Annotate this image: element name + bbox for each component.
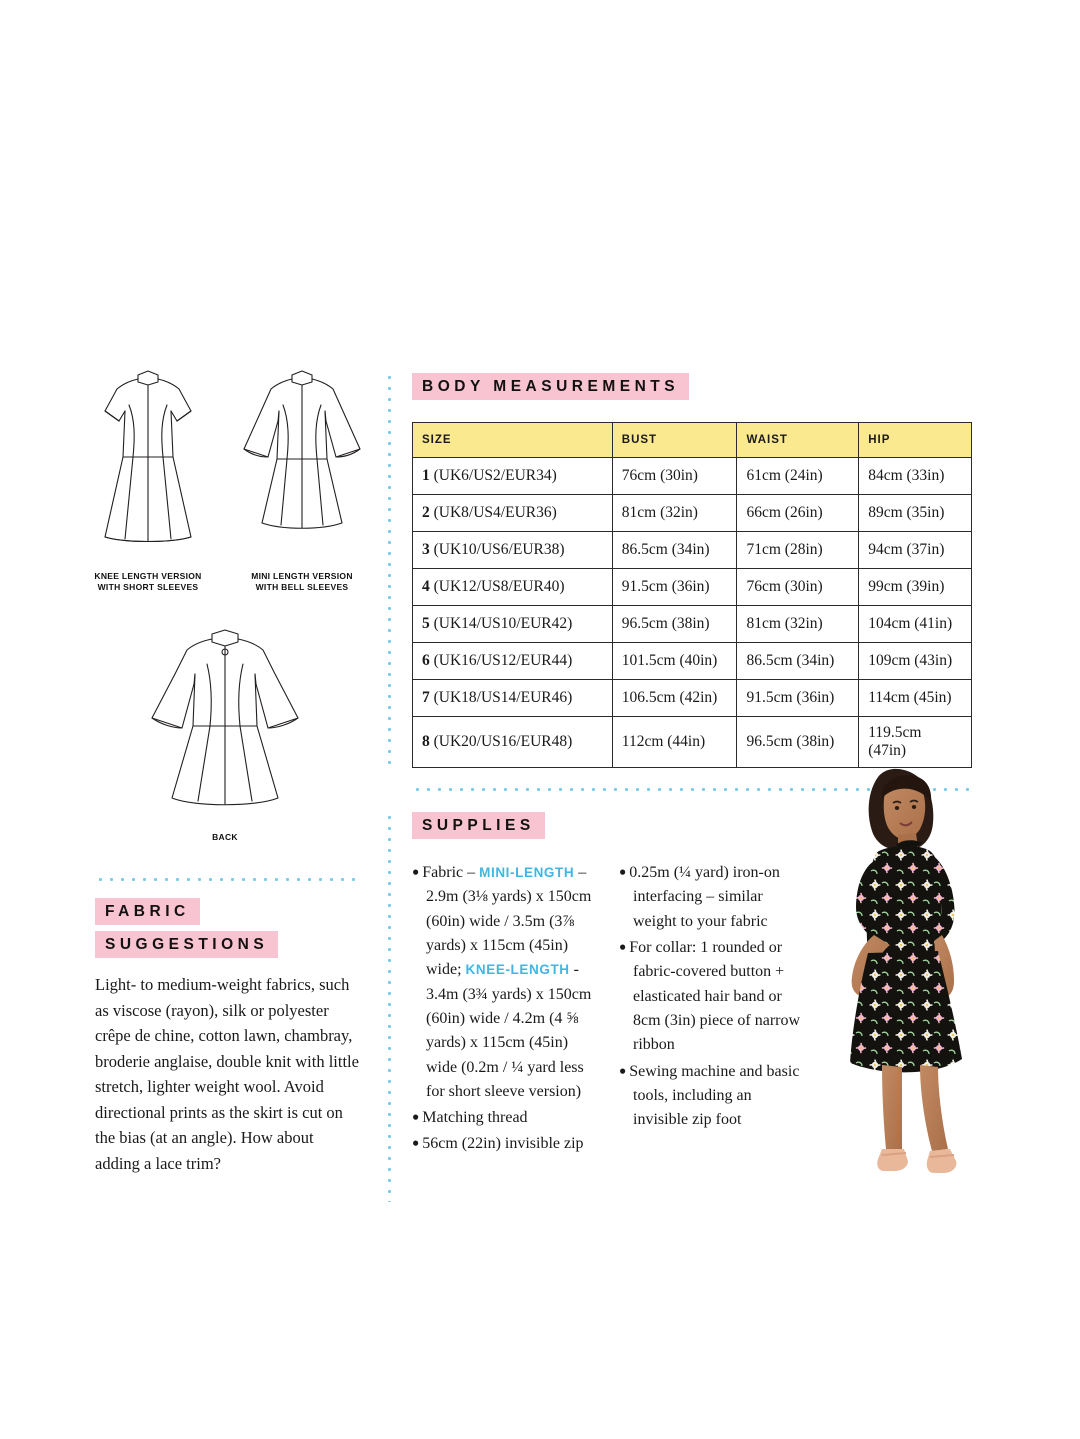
cell-waist: 86.5cm (34in) bbox=[737, 643, 859, 680]
body-measurements-section bbox=[412, 373, 972, 768]
divider-vertical-bottom bbox=[388, 812, 391, 1202]
flat-back-caption: BACK bbox=[212, 832, 238, 843]
flat-knee-length-caption bbox=[80, 571, 216, 592]
caption-line-1: MINI LENGTH VERSION bbox=[251, 571, 353, 581]
cell-waist: 61cm (24in) bbox=[737, 458, 859, 495]
supply-item: ● 0.25m (¼ yard) iron-on interfacing – similar weight to your fabric bbox=[619, 864, 780, 930]
technical-drawings-row bbox=[80, 365, 370, 592]
cell-waist: 96.5cm (38in) bbox=[737, 717, 859, 768]
supplies-column-right bbox=[619, 861, 802, 1159]
cell-bust: 101.5cm (40in) bbox=[612, 643, 737, 680]
cell-hip: 89cm (35in) bbox=[859, 495, 972, 532]
mini-length-dress-icon bbox=[234, 365, 370, 565]
cell-bust: 96.5cm (38in) bbox=[612, 606, 737, 643]
cell-hip: 109cm (43in) bbox=[859, 643, 972, 680]
cell-waist: 81cm (32in) bbox=[737, 606, 859, 643]
cell-size: 4 (UK12/US8/EUR40) bbox=[413, 569, 613, 606]
cell-size: 1 (UK6/US2/EUR34) bbox=[413, 458, 613, 495]
supply-item: ● Matching thread bbox=[412, 1109, 528, 1127]
cell-size: 5 (UK14/US10/EUR42) bbox=[413, 606, 613, 643]
cell-bust: 91.5cm (36in) bbox=[612, 569, 737, 606]
cell-bust: 76cm (30in) bbox=[612, 458, 737, 495]
technical-drawings bbox=[80, 365, 370, 843]
cell-bust: 112cm (44in) bbox=[612, 717, 737, 768]
model-wearing-dress-illustration bbox=[790, 757, 1025, 1197]
bullet-icon: ● bbox=[412, 1135, 423, 1150]
cell-bust: 81cm (32in) bbox=[612, 495, 737, 532]
flat-mini-length-figure bbox=[234, 365, 370, 592]
column-header-waist: WAIST bbox=[737, 423, 859, 458]
fabric-suggestions-section bbox=[95, 898, 360, 1177]
cell-size: 3 (UK10/US6/EUR38) bbox=[413, 532, 613, 569]
body-measurements-heading: BODY MEASUREMENTS bbox=[412, 373, 689, 400]
body-measurements-table bbox=[412, 422, 972, 768]
knee-length-dress-icon bbox=[83, 365, 213, 565]
supply-item: ● 56cm (22in) invisible zip bbox=[412, 1135, 584, 1153]
cell-hip: 99cm (39in) bbox=[859, 569, 972, 606]
fabric-suggestions-text: Light- to medium-weight fabrics, such as viscose (rayon), silk or polyester crêpe de chine, cotton lawn, chambray, broderie anglaise, double knit with little stretch, lighter weight wool. Avoid directional prints as the skirt is cut on the bias (at an angle). How about adding a lace trim? bbox=[95, 975, 359, 1173]
fabric-heading-line1: FABRIC bbox=[95, 898, 200, 925]
cell-waist: 91.5cm (36in) bbox=[737, 680, 859, 717]
supply-keyword: MINI-LENGTH bbox=[479, 865, 575, 880]
supply-item: ● Sewing machine and basic tools, including an invisible zip foot bbox=[619, 1062, 800, 1129]
table-row bbox=[413, 643, 972, 680]
table-header-row bbox=[413, 423, 972, 458]
table-row bbox=[413, 569, 972, 606]
supplies-heading: SUPPLIES bbox=[412, 812, 545, 839]
divider-vertical-top bbox=[388, 372, 391, 772]
supply-keyword: KNEE-LENGTH bbox=[465, 962, 570, 978]
column-header-bust: BUST bbox=[612, 423, 737, 458]
table-row bbox=[413, 680, 972, 717]
cell-hip: 114cm (45in) bbox=[859, 680, 972, 717]
technical-drawing-back bbox=[80, 622, 370, 843]
caption-line-1: KNEE LENGTH VERSION bbox=[94, 571, 202, 581]
column-header-size: SIZE bbox=[413, 423, 613, 458]
bullet-icon: ● bbox=[412, 864, 423, 879]
bullet-icon: ● bbox=[619, 939, 630, 954]
cell-hip: 94cm (37in) bbox=[859, 532, 972, 569]
table-row bbox=[413, 606, 972, 643]
cell-size: 2 (UK8/US4/EUR36) bbox=[413, 495, 613, 532]
cell-waist: 76cm (30in) bbox=[737, 569, 859, 606]
bullet-icon: ● bbox=[619, 864, 630, 879]
cell-bust: 106.5cm (42in) bbox=[612, 680, 737, 717]
cell-bust: 86.5cm (34in) bbox=[612, 532, 737, 569]
cell-size: 7 (UK18/US14/EUR46) bbox=[413, 680, 613, 717]
model-photograph bbox=[790, 757, 1025, 1197]
cell-waist: 66cm (26in) bbox=[737, 495, 859, 532]
supplies-column-left bbox=[412, 861, 595, 1159]
flat-knee-length-figure bbox=[80, 365, 216, 592]
column-header-hip: HIP bbox=[859, 423, 972, 458]
supply-item: ● Fabric – MINI-LENGTH – 2.9m (3⅛ yards) x 150cm (60in) wide / 3.5m (3⅞ yards) x 115cm (45in) wide; KNEE-LENGTH - 3.4m (3¾ yards) x 150cm (60in) wide / 4.2m (4 ⅝ yards) x 115cm (45in) wide (0.2m / ¼ yard less for short sleeve version) bbox=[412, 864, 592, 1100]
divider-horizontal-fabric bbox=[95, 878, 360, 881]
bullet-icon: ● bbox=[412, 1109, 423, 1124]
cell-hip: 119.5cm (47in) bbox=[859, 717, 972, 768]
cell-size: 6 (UK16/US12/EUR44) bbox=[413, 643, 613, 680]
cell-hip: 104cm (41in) bbox=[859, 606, 972, 643]
table-row bbox=[413, 532, 972, 569]
supplies-section bbox=[412, 812, 802, 1159]
bullet-icon: ● bbox=[619, 1063, 630, 1077]
caption-line-2: WITH SHORT SLEEVES bbox=[97, 581, 199, 592]
table-row bbox=[413, 458, 972, 495]
supply-item: ● For collar: 1 rounded or fabric-covered button + elasticated hair band or 8cm (3in) piece of narrow ribbon bbox=[619, 938, 801, 1054]
caption-line-2: WITH BELL SLEEVES bbox=[255, 581, 349, 592]
back-view-dress-icon bbox=[132, 622, 318, 822]
cell-waist: 71cm (28in) bbox=[737, 532, 859, 569]
table-row bbox=[413, 495, 972, 532]
cell-hip: 84cm (33in) bbox=[859, 458, 972, 495]
cell-size: 8 (UK20/US16/EUR48) bbox=[413, 717, 613, 768]
flat-mini-length-caption bbox=[234, 571, 370, 592]
fabric-heading-line2: SUGGESTIONS bbox=[95, 931, 278, 958]
